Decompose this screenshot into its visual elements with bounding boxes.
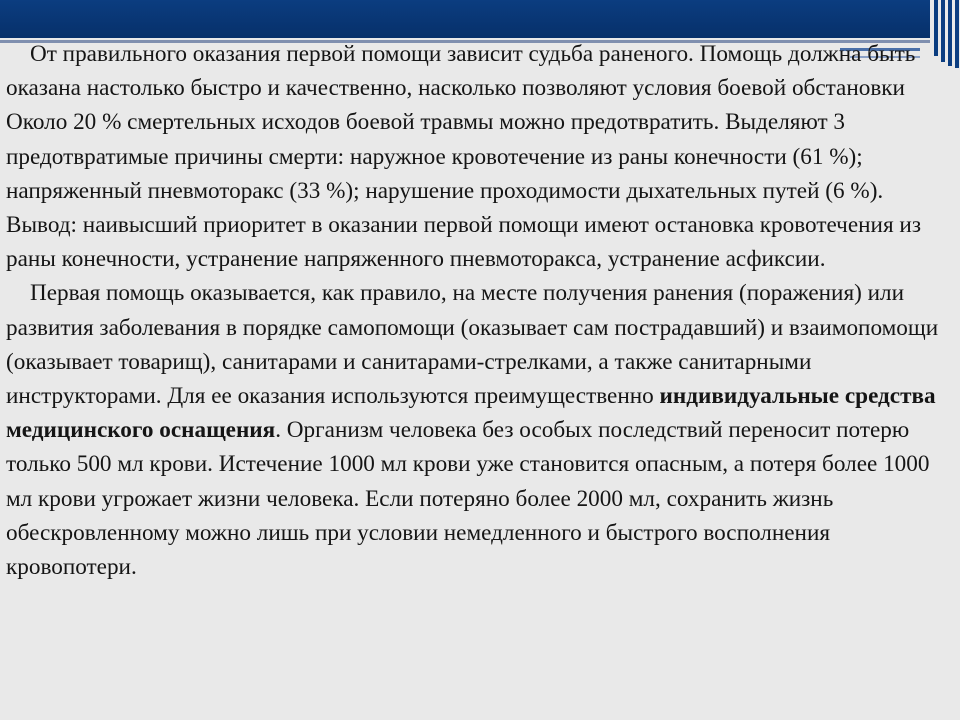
paragraph-2-text-end: . Организм человека без особых последствий переносит потерю только 500 мл крови. Истечение 1000 мл крови уже становится опасным, а потеря более 1000 мл крови угрожает жизни человека. Если потеряно более 2000 мл, сохранить жизнь обескровленному можно лишь при условии немедленного и быстрого восполнения кровопотери. xyxy=(6,417,930,581)
paragraph-2-text-start: Первая помощь оказывается, как правило, на месте получения ранения (поражения) или развития заболевания в порядке самопомощи (оказывает сам пострадавший) и взаимопомощи (оказывает товарищ), санитарами и санитарами-стрелками, а также санитарными инструкторами. Для ее оказания используются преимущественно xyxy=(6,280,939,410)
slide-body-text xyxy=(6,37,944,584)
paragraph-2-bold-term: индивидуальные средства медицинского оснащения xyxy=(6,383,936,444)
header-bar xyxy=(0,0,930,38)
paragraph-1: От правильного оказания первой помощи зависит судьба раненого. Помощь должна быть оказана настолько быстро и качественно, насколько позволяют условия боевой обстановки Около 20 % смертельных исходов боевой травмы можно предотвратить. Выделяют 3 предотвратимые причины смерти: наружное кровотечение из раны конечности (61 %); напряженный пневмоторакс (33 %); нарушение проходимости дыхательных путей (6 %). Вывод: наивысший приоритет в оказании первой помощи имеют остановка кровотечения из раны конечности, устранение напряженного пневмоторакса, устранение асфиксии. xyxy=(6,41,921,273)
paragraph-2 xyxy=(6,276,944,584)
